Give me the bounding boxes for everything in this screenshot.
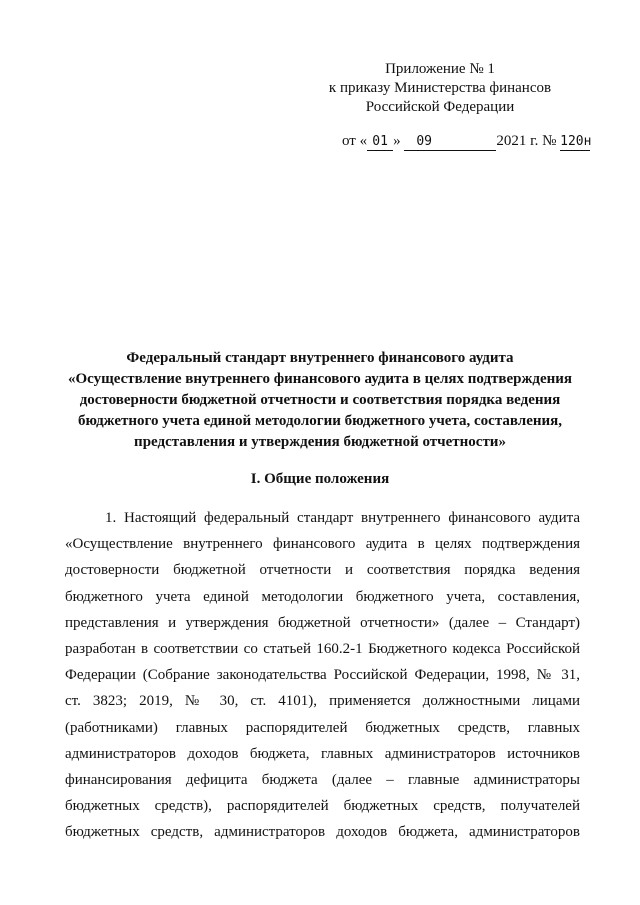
title-line-3: достоверности бюджетной отчетности и соответствия порядка ведения (79, 392, 561, 408)
section-heading: I. Общие положения (250, 471, 390, 487)
paragraph-line: бюджетных средств), распорядителей бюджетных средств, получателей (65, 798, 580, 815)
paragraph-line: финансирования дефицита бюджета (далее – главные администраторы (65, 772, 580, 789)
order-number: 120н (560, 134, 592, 149)
paragraph-line: 1. Настоящий федеральный стандарт внутреннего финансового аудита (105, 510, 580, 526)
paragraph-line: (работниками) главных распорядителей бюджетных средств, главных (65, 719, 580, 736)
paragraph-1 (65, 505, 580, 846)
paragraph-line: бюджетных средств, администраторов доходов бюджета, администраторов (65, 824, 580, 841)
order-prefix: от « (342, 133, 368, 149)
order-day: 01 (367, 134, 393, 151)
title-line-2: «Осуществление внутреннего финансового аудита в целях подтверждения (67, 371, 573, 387)
paragraph-line: достоверности бюджетной отчетности и соответствия порядка ведения (65, 562, 580, 579)
paragraph-line: разработан в соответствии со статьей 160.2-1 Бюджетного кодекса Российской (65, 641, 580, 658)
paragraph-line: бюджетного учета единой методологии бюджетного учета, составления, (65, 588, 580, 605)
title-line-1: Федеральный стандарт внутреннего финансового аудита (126, 350, 514, 366)
order-mid: » (393, 133, 401, 149)
order-date-line (342, 132, 590, 151)
document-title (60, 348, 580, 453)
appendix-header (300, 60, 580, 117)
paragraph-line: ст. 3823; 2019, № 30, ст. 4101), применяется должностными лицами (65, 693, 580, 710)
title-line-4: бюджетного учета единой методологии бюджетного учета, составления, (77, 413, 563, 429)
paragraph-line: представления и утверждения бюджетной отчетности» (далее – Стандарт) (65, 614, 580, 631)
paragraph-line: «Осуществление внутреннего финансового аудита в целях подтверждения (65, 536, 580, 553)
appendix-federation: Российской Федерации (365, 99, 515, 115)
paragraph-line: Федерации (Собрание законодательства Российской Федерации, 1998, № 31, (65, 667, 580, 684)
order-month: 09 (404, 134, 496, 151)
order-year: 2021 г. № (496, 133, 557, 149)
paragraph-line: администраторов доходов бюджета, главных администраторов источников (65, 745, 580, 762)
appendix-order-ref: к приказу Министерства финансов (328, 80, 552, 96)
title-line-5: представления и утверждения бюджетной отчетности» (134, 434, 506, 450)
appendix-number: Приложение № 1 (385, 61, 495, 77)
